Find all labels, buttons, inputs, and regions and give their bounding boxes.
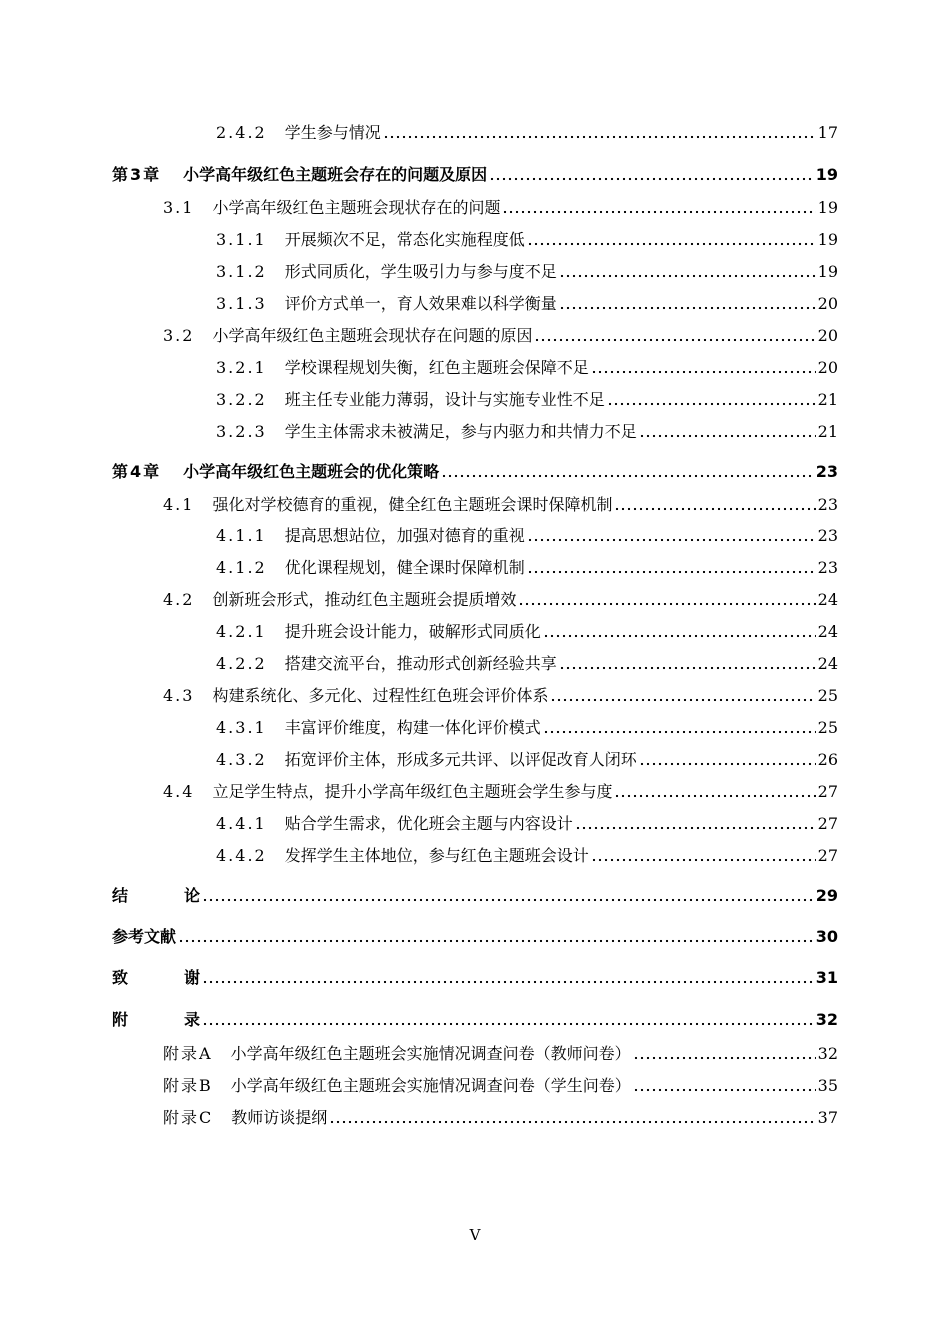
toc-entry[interactable] <box>0 321 838 347</box>
toc-entry-title: 丰富评价维度，构建一体化评价模式 <box>284 718 541 737</box>
toc-entry-page: 19 <box>815 165 838 184</box>
toc-entry-number: 3.1.2 <box>216 262 267 281</box>
toc-dot-leader <box>441 474 814 478</box>
toc-entry-title: 录 <box>184 1010 201 1029</box>
toc-entry-title: 学校课程规划失衡，红色主题班会保障不足 <box>284 358 589 377</box>
toc-entry-number: 4.2 <box>163 590 195 609</box>
toc-entry-page: 24 <box>817 622 838 641</box>
toc-entry-number: 3.1.3 <box>216 294 267 313</box>
toc-entry-title: 立足学生特点，提升小学高年级红色主题班会学生参与度 <box>212 782 613 801</box>
toc-entry-page: 35 <box>817 1076 838 1095</box>
toc-entry-number: 附录B <box>163 1076 213 1095</box>
toc-dot-leader <box>383 135 816 139</box>
toc-entry-page: 23 <box>815 462 838 481</box>
toc-entry-page: 20 <box>817 358 838 377</box>
toc-entry-title: 强化对学校德育的重视，健全红色主题班会课时保障机制 <box>212 495 613 514</box>
toc-entry[interactable] <box>0 193 838 219</box>
toc-entry-title: 论 <box>184 886 201 905</box>
toc-entry-number: 4.2.2 <box>216 654 267 673</box>
toc-entry-number: 4.1.1 <box>216 526 267 545</box>
toc-dot-leader <box>559 306 816 310</box>
toc-dot-leader <box>639 434 816 438</box>
toc-dot-leader <box>591 370 816 374</box>
toc-entry-number: 4.1 <box>163 495 195 514</box>
toc-entry-number: 第4章 <box>112 462 162 481</box>
toc-dot-leader <box>178 939 814 943</box>
toc-entry-title: 提升班会设计能力，破解形式同质化 <box>284 622 541 641</box>
toc-entry-page: 25 <box>817 718 838 737</box>
toc-entry-title: 评价方式单一，育人效果难以科学衡量 <box>284 294 557 313</box>
toc-entry-number: 3.2 <box>163 326 195 345</box>
toc-entry-page: 21 <box>817 422 838 441</box>
toc-entry-page: 20 <box>817 294 838 313</box>
toc-entry[interactable] <box>0 617 838 643</box>
toc-dot-leader <box>202 1022 814 1026</box>
toc-entry[interactable] <box>0 1071 838 1097</box>
toc-dot-leader <box>527 242 816 246</box>
toc-entry[interactable] <box>0 553 838 579</box>
toc-entry-title: 教师访谈提纲 <box>231 1108 328 1127</box>
toc-entry-title: 开展频次不足，常态化实施程度低 <box>284 230 525 249</box>
toc-entry-title: 谢 <box>184 968 201 987</box>
toc-entry[interactable] <box>0 1005 838 1031</box>
toc-entry-number: 4.3.2 <box>216 750 267 769</box>
toc-entry-page: 21 <box>817 390 838 409</box>
toc-dot-leader <box>633 1056 816 1060</box>
toc-dot-leader <box>614 794 815 798</box>
toc-entry-title: 形式同质化，学生吸引力与参与度不足 <box>284 262 557 281</box>
toc-entry[interactable] <box>0 777 838 803</box>
toc-entry-page: 20 <box>817 326 838 345</box>
toc-entry[interactable] <box>0 457 838 483</box>
toc-entry-title: 拓宽评价主体，形成多元共评、以评促改育人闭环 <box>284 750 637 769</box>
toc-entry-page: 24 <box>817 590 838 609</box>
toc-entry-number: 4.4.1 <box>216 814 267 833</box>
toc-dot-leader <box>559 274 816 278</box>
toc-entry-title: 搭建交流平台，推动形式创新经验共享 <box>284 654 557 673</box>
toc-dot-leader <box>527 538 816 542</box>
toc-entry-page: 26 <box>817 750 838 769</box>
toc-dot-leader <box>575 826 816 830</box>
toc-entry-title: 参考文献 <box>112 927 177 946</box>
toc-entry[interactable] <box>0 118 838 144</box>
toc-entry[interactable] <box>0 257 838 283</box>
toc-entry-number: 3.2.2 <box>216 390 267 409</box>
toc-entry-page: 19 <box>817 262 838 281</box>
toc-entry-title: 小学高年级红色主题班会的优化策略 <box>183 462 440 481</box>
toc-entry[interactable] <box>0 521 838 547</box>
toc-entry[interactable] <box>0 809 838 835</box>
toc-entry-page: 23 <box>817 526 838 545</box>
toc-entry-title: 班主任专业能力薄弱，设计与实施专业性不足 <box>284 390 605 409</box>
toc-entry-number: 第3章 <box>112 165 162 184</box>
toc-entry-title: 创新班会形式，推动红色主题班会提质增效 <box>212 590 517 609</box>
toc-entry-title: 优化课程规划，健全课时保障机制 <box>284 558 525 577</box>
toc-dot-leader <box>502 210 815 214</box>
toc-dot-leader <box>518 602 815 606</box>
toc-dot-leader <box>559 666 816 670</box>
toc-entry-number: 3.1.1 <box>216 230 267 249</box>
toc-entry[interactable] <box>0 713 838 739</box>
toc-dot-leader <box>543 634 816 638</box>
toc-entry-number: 附录A <box>163 1044 213 1063</box>
toc-entry-title: 学生主体需求未被满足，参与内驱力和共情力不足 <box>284 422 637 441</box>
page-number-footer: V <box>469 1226 481 1244</box>
toc-entry-page: 17 <box>817 123 838 142</box>
toc-entry-number: 致 <box>112 968 131 987</box>
toc-entry-number: 4.2.1 <box>216 622 267 641</box>
toc-dot-leader <box>329 1120 815 1124</box>
toc-entry-page: 29 <box>815 886 838 905</box>
toc-entry-page: 19 <box>817 198 838 217</box>
toc-entry-number: 结 <box>112 886 131 905</box>
toc-entry-number: 4.4 <box>163 782 195 801</box>
toc-entry-title: 小学高年级红色主题班会现状存在问题的原因 <box>212 326 533 345</box>
toc-dot-leader <box>614 507 815 511</box>
toc-entry-title: 小学高年级红色主题班会实施情况调查问卷（学生问卷） <box>230 1076 631 1095</box>
toc-dot-leader <box>543 730 816 734</box>
toc-entry-number: 3.2.1 <box>216 358 267 377</box>
toc-dot-leader <box>202 898 814 902</box>
toc-entry-number: 4.3.1 <box>216 718 267 737</box>
toc-entry[interactable] <box>0 922 838 948</box>
toc-entry-page: 25 <box>817 686 838 705</box>
toc-dot-leader <box>607 402 816 406</box>
toc-entry[interactable] <box>0 1103 838 1129</box>
toc-entry-title: 小学高年级红色主题班会存在的问题及原因 <box>183 165 488 184</box>
toc-dot-leader <box>639 762 816 766</box>
toc-entry[interactable] <box>0 289 838 315</box>
toc-entry[interactable] <box>0 417 838 443</box>
toc-entry-page: 31 <box>815 968 838 987</box>
toc-dot-leader <box>527 570 816 574</box>
toc-entry-number: 附录C <box>163 1108 214 1127</box>
toc-entry-title: 学生参与情况 <box>284 123 381 142</box>
toc-entry-page: 32 <box>815 1010 838 1029</box>
toc-entry-page: 27 <box>817 846 838 865</box>
toc-entry-number: 附 <box>112 1010 131 1029</box>
toc-entry[interactable] <box>0 963 838 989</box>
toc-entry-page: 19 <box>817 230 838 249</box>
toc-entry-page: 37 <box>817 1108 838 1127</box>
toc-entry-page: 23 <box>817 495 838 514</box>
toc-entry[interactable] <box>0 681 838 707</box>
toc-entry-title: 小学高年级红色主题班会现状存在的问题 <box>212 198 501 217</box>
toc-entry-page: 27 <box>817 782 838 801</box>
toc-entry[interactable] <box>0 385 838 411</box>
toc-entry-number: 3.1 <box>163 198 195 217</box>
toc-entry-number: 4.1.2 <box>216 558 267 577</box>
toc-entry-number: 4.3 <box>163 686 195 705</box>
toc-entry[interactable] <box>0 881 838 907</box>
toc-entry[interactable] <box>0 649 838 675</box>
toc-dot-leader <box>534 338 815 342</box>
toc-entry-title: 贴合学生需求，优化班会主题与内容设计 <box>284 814 573 833</box>
toc-entry-number: 4.4.2 <box>216 846 267 865</box>
toc-dot-leader <box>202 980 814 984</box>
toc-entry[interactable] <box>0 745 838 771</box>
toc-entry-number: 3.2.3 <box>216 422 267 441</box>
toc-entry-page: 32 <box>817 1044 838 1063</box>
toc-entry[interactable] <box>0 353 838 379</box>
toc-entry-title: 小学高年级红色主题班会实施情况调查问卷（教师问卷） <box>230 1044 631 1063</box>
toc-entry-page: 30 <box>815 927 838 946</box>
toc-entry[interactable] <box>0 225 838 251</box>
toc-dot-leader <box>550 698 815 702</box>
toc-entry-number: 2.4.2 <box>216 123 267 142</box>
toc-entry-page: 27 <box>817 814 838 833</box>
toc-entry[interactable] <box>0 1039 838 1065</box>
toc-entry-page: 23 <box>817 558 838 577</box>
toc-dot-leader <box>633 1088 816 1092</box>
toc-entry[interactable] <box>0 841 838 867</box>
toc-entry[interactable] <box>0 490 838 516</box>
toc-entry[interactable] <box>0 585 838 611</box>
toc-entry-title: 发挥学生主体地位，参与红色主题班会设计 <box>284 846 589 865</box>
toc-entry[interactable] <box>0 160 838 186</box>
toc-entry-page: 24 <box>817 654 838 673</box>
toc-dot-leader <box>489 177 814 181</box>
toc-dot-leader <box>591 858 816 862</box>
toc-entry-title: 构建系统化、多元化、过程性红色班会评价体系 <box>212 686 549 705</box>
toc-entry-title: 提高思想站位，加强对德育的重视 <box>284 526 525 545</box>
